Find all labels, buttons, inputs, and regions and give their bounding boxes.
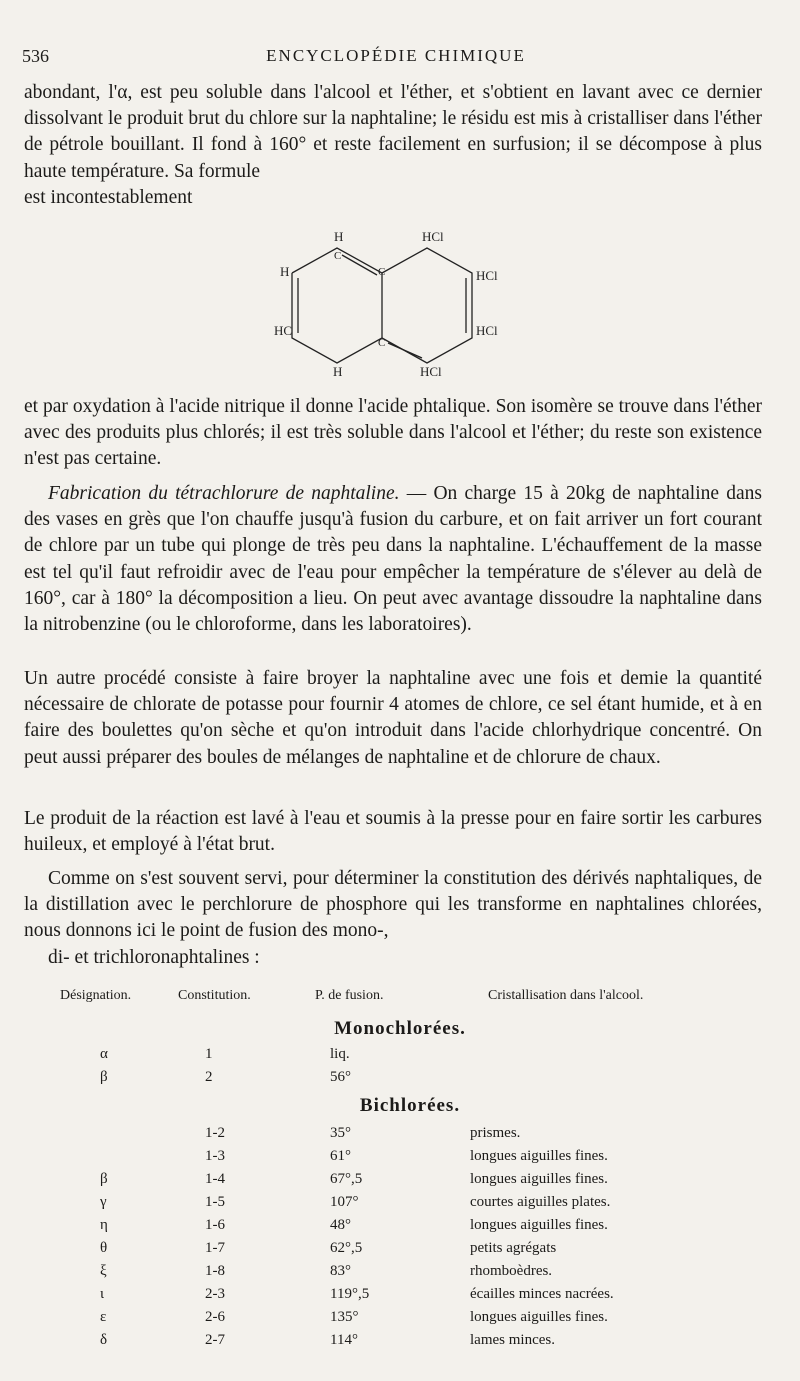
cell-constitution: 1-8 xyxy=(205,1263,225,1279)
cell-designation: δ xyxy=(100,1332,108,1348)
paragraph-6-end: di- et trichloronaphtalines : xyxy=(48,946,260,968)
cell-designation: ξ xyxy=(100,1263,107,1279)
paragraph-6-text: Comme on s'est souvent servi, pour déterminer la constitution des dérivés naphtaliques, de la distillation avec le perchlorure de phosphore qui les transforme en naphtalines chlorées, nous donnons ici le point de fusion des mono-, xyxy=(24,868,762,942)
cell-fusion: 62°,5 xyxy=(330,1240,363,1256)
header-cristallisation: Cristallisation dans l'alcool. xyxy=(488,988,644,1003)
cell-fusion: 67°,5 xyxy=(330,1171,363,1187)
formula-h-bottom: H xyxy=(333,364,343,378)
table-row xyxy=(0,1194,800,1214)
formula-c-top: C xyxy=(334,250,342,262)
table-row xyxy=(0,1332,800,1352)
formula-hcl-top: HCl xyxy=(422,229,444,244)
cell-designation: β xyxy=(100,1171,108,1187)
cell-constitution: 2-3 xyxy=(205,1286,225,1302)
cell-cristallisation: courtes aiguilles plates. xyxy=(470,1194,611,1210)
cell-constitution: 1-6 xyxy=(205,1217,225,1233)
table-row xyxy=(0,1046,800,1066)
cell-cristallisation: longues aiguilles fines. xyxy=(470,1148,608,1164)
paragraph-1-end: est incontestablement xyxy=(24,186,193,208)
section-monochlorees: Monochlorées. xyxy=(334,1018,466,1039)
cell-designation: β xyxy=(100,1069,108,1085)
cell-fusion: 114° xyxy=(330,1332,358,1348)
paragraph-1 xyxy=(24,80,762,211)
cell-fusion: 107° xyxy=(330,1194,359,1210)
paragraph-4: Un autre procédé consiste à faire broyer la naphtaline avec une fois et demie la quantité nécessaire de chlorate de potasse pour fournir 4 atomes de chlore, ce sel étant humide, et à en faire des boulettes qu'on sèche et qu'on introduit dans l'acide chlorhydrique concentré. On peut aussi préparer des boules de mélanges de naphtaline et de chlorure de chaux. xyxy=(24,668,762,768)
formula-c-mid: C xyxy=(378,266,386,278)
formula-h-left: H xyxy=(280,264,290,279)
table-row xyxy=(0,1217,800,1237)
cell-constitution: 2-6 xyxy=(205,1309,225,1325)
formula-hcl-right2: HCl xyxy=(476,323,498,338)
paragraph-3 xyxy=(24,481,762,638)
cell-constitution: 2 xyxy=(205,1069,213,1085)
chemical-formula xyxy=(262,228,552,378)
table-row xyxy=(0,1069,800,1089)
table-row xyxy=(0,1171,800,1191)
formula-hc-left: HC xyxy=(274,323,293,338)
paragraph-3-title: Fabrication du tétrachlorure de naphtaline. xyxy=(48,483,400,504)
formula-h-top: H xyxy=(334,229,344,244)
cell-designation: α xyxy=(100,1046,108,1062)
paragraph-6 xyxy=(24,866,762,971)
table-row xyxy=(0,1148,800,1168)
cell-cristallisation: petits agrégats xyxy=(470,1240,557,1256)
cell-fusion: 83° xyxy=(330,1263,351,1279)
running-title: ENCYCLOPÉDIE CHIMIQUE xyxy=(266,46,526,65)
cell-fusion: 119°,5 xyxy=(330,1286,370,1302)
cell-cristallisation: longues aiguilles fines. xyxy=(470,1309,608,1325)
formula-c-bottom: C xyxy=(378,337,386,349)
header-fusion: P. de fusion. xyxy=(315,988,384,1003)
table-row xyxy=(0,1263,800,1283)
cell-constitution: 1-7 xyxy=(205,1240,225,1256)
cell-cristallisation: longues aiguilles fines. xyxy=(470,1171,608,1187)
cell-designation: ε xyxy=(100,1309,107,1325)
cell-designation: η xyxy=(100,1217,108,1233)
table-row xyxy=(0,1240,800,1260)
paragraph-2: et par oxydation à l'acide nitrique il donne l'acide phtalique. Son isomère se trouve dans l'éther avec des produits plus chlorés; il est très soluble dans l'alcool et l'éther; du reste son existence n'est pas certaine. xyxy=(24,396,762,470)
table-row xyxy=(0,1125,800,1145)
cell-cristallisation: longues aiguilles fines. xyxy=(470,1217,608,1233)
cell-designation: γ xyxy=(100,1194,107,1210)
cell-constitution: 2-7 xyxy=(205,1332,225,1348)
page-header xyxy=(22,46,770,72)
formula-hcl-right: HCl xyxy=(476,268,498,283)
paragraph-3-text: — On charge 15 à 20kg de naphtaline dans des vases en grès que l'on chauffe jusqu'à fusion du carbure, et on fait arriver un fort courant de chlore par un tube qui plonge de très peu dans la naphtaline. L'échauffement de la masse est tel qu'il faut refroidir avec de l'eau pour empêcher la température de s'élever au delà de 160°, car à 180° la décomposition a lieu. On peut avec avantage dissoudre la naphtaline dans la nitrobenzine (ou le chloroforme, dans les laboratoires). xyxy=(24,483,762,636)
cell-constitution: 1 xyxy=(205,1046,213,1062)
cell-fusion: 56° xyxy=(330,1069,351,1085)
cell-cristallisation: rhomboèdres. xyxy=(470,1263,553,1279)
cell-designation: ι xyxy=(100,1286,105,1302)
cell-cristallisation: écailles minces nacrées. xyxy=(470,1286,614,1302)
header-designation: Désignation. xyxy=(60,988,132,1003)
cell-fusion: 48° xyxy=(330,1217,351,1233)
cell-fusion: liq. xyxy=(330,1046,350,1062)
cell-cristallisation: prismes. xyxy=(470,1125,521,1141)
table-header xyxy=(0,988,800,1008)
cell-fusion: 35° xyxy=(330,1125,351,1141)
paragraph-1-text: abondant, l'α, est peu soluble dans l'alcool et l'éther, et s'obtient en lavant avec ce dernier dissolvant le produit brut du chlore sur la naphtaline; le résidu est mis à cristalliser dans l'éther de pétrole bouillant. Il fond à 160° et reste facilement en surfusion; il se décompose à plus haute température. Sa formule xyxy=(24,82,762,182)
table-row xyxy=(0,1286,800,1306)
section-bichlorees: Bichlorées. xyxy=(359,1095,461,1116)
cell-fusion: 61° xyxy=(330,1148,351,1164)
formula-hcl-bottom: HCl xyxy=(420,364,442,378)
cell-constitution: 1-3 xyxy=(205,1148,225,1164)
page-number: 536 xyxy=(22,46,49,66)
paragraph-5: Le produit de la réaction est lavé à l'eau et soumis à la presse pour en faire sortir les carbures huileux, et employé à l'état brut. xyxy=(24,808,762,856)
table-row xyxy=(0,1309,800,1329)
header-constitution: Constitution. xyxy=(178,988,251,1003)
cell-fusion: 135° xyxy=(330,1309,359,1325)
cell-constitution: 1-4 xyxy=(205,1171,225,1187)
cell-cristallisation: lames minces. xyxy=(470,1332,555,1348)
cell-constitution: 1-5 xyxy=(205,1194,225,1210)
cell-constitution: 1-2 xyxy=(205,1125,225,1141)
cell-designation: θ xyxy=(100,1240,108,1256)
